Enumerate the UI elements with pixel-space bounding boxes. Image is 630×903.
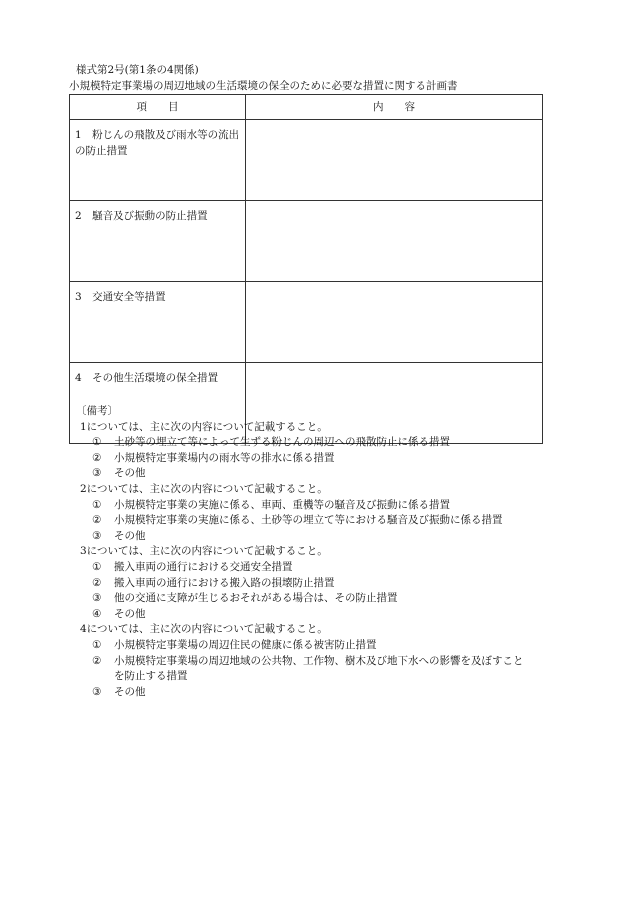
item-number: ③	[92, 592, 102, 605]
item-text-continuation: を防止する措置	[114, 670, 188, 683]
item-text: 他の交通に支障が生じるおそれがある場合は、その防止措置	[114, 592, 398, 605]
remarks-list-item	[76, 560, 556, 576]
column-header-content: 内 容	[246, 95, 543, 120]
item-text: その他	[114, 607, 146, 620]
item-number: ②	[92, 451, 102, 464]
item-number: ①	[92, 498, 102, 511]
table-row	[70, 282, 543, 363]
form-number: 様式第2号(第1条の4関係)	[76, 64, 199, 76]
remarks-section	[76, 404, 556, 700]
remarks-list-item	[76, 435, 556, 451]
item-label: 2 騒音及び振動の防止措置	[75, 210, 208, 222]
item-text: 小規模特定事業場の周辺住民の健康に係る被害防止措置	[114, 638, 377, 651]
content-cell[interactable]	[246, 120, 543, 201]
table-row	[70, 120, 543, 201]
item-number: ③	[92, 467, 102, 480]
remarks-list-item	[76, 451, 556, 467]
item-text: 小規模特定事業場内の雨水等の排水に係る措置	[114, 451, 335, 464]
remarks-list-item	[76, 529, 556, 545]
item-cell	[70, 120, 246, 201]
table-row	[70, 201, 543, 282]
item-number: ③	[92, 529, 102, 542]
remarks-list-item	[76, 638, 556, 654]
plan-table	[69, 94, 543, 444]
remarks-list-item	[76, 466, 556, 482]
remarks-list-item	[76, 576, 556, 592]
item-text: その他	[114, 529, 146, 542]
remarks-list-item	[76, 498, 556, 514]
item-text: その他	[114, 467, 146, 480]
content-cell[interactable]	[246, 201, 543, 282]
document-title: 小規模特定事業場の周辺地域の生活環境の保全のために必要な措置に関する計画書	[69, 80, 458, 92]
item-number: ③	[92, 685, 102, 698]
remarks-list-item	[76, 591, 556, 607]
item-cell	[70, 201, 246, 282]
item-cell	[70, 282, 246, 363]
item-number: ②	[92, 576, 102, 589]
item-text: その他	[114, 685, 146, 698]
item-number: ②	[92, 514, 102, 527]
remarks-section-intro: 4については、主に次の内容について記載すること。	[80, 623, 328, 636]
remarks-section-intro: 2については、主に次の内容について記載すること。	[80, 482, 328, 495]
item-text: 小規模特定事業の実施に係る、車両、重機等の騒音及び振動に係る措置	[114, 498, 450, 511]
item-label: 4 その他生活環境の保全措置	[75, 372, 219, 384]
item-label: 3 交通安全等措置	[75, 291, 166, 303]
item-text: 搬入車両の通行における交通安全措置	[114, 560, 293, 573]
item-number: ④	[92, 607, 102, 620]
remarks-section-intro: 3については、主に次の内容について記載すること。	[80, 545, 328, 558]
table-header-row	[70, 95, 543, 120]
remarks-list-item	[76, 685, 556, 701]
remarks-heading: 〔備考〕	[76, 405, 118, 417]
remarks-list-item	[76, 654, 556, 670]
item-number: ①	[92, 560, 102, 573]
item-text: 小規模特定事業場の周辺地域の公共物、工作物、樹木及び地下水への影響を及ぼすこと	[114, 654, 524, 667]
remarks-section-intro: 1については、主に次の内容について記載すること。	[80, 420, 328, 433]
remarks-list-item	[76, 513, 556, 529]
item-number: ①	[92, 436, 102, 449]
item-number: ②	[92, 654, 102, 667]
remarks-list-item	[76, 607, 556, 623]
item-label: 1 粉じんの飛散及び雨水等の流出の防止措置	[75, 129, 240, 158]
item-text: 搬入車両の通行における搬入路の損壊防止措置	[114, 576, 335, 589]
content-cell[interactable]	[246, 282, 543, 363]
item-number: ①	[92, 638, 102, 651]
column-header-item: 項 目	[70, 95, 246, 120]
item-text: 土砂等の埋立て等によって生ずる粉じんの周辺への飛散防止に係る措置	[114, 436, 450, 449]
item-text: 小規模特定事業の実施に係る、土砂等の埋立て等における騒音及び振動に係る措置	[114, 514, 503, 527]
